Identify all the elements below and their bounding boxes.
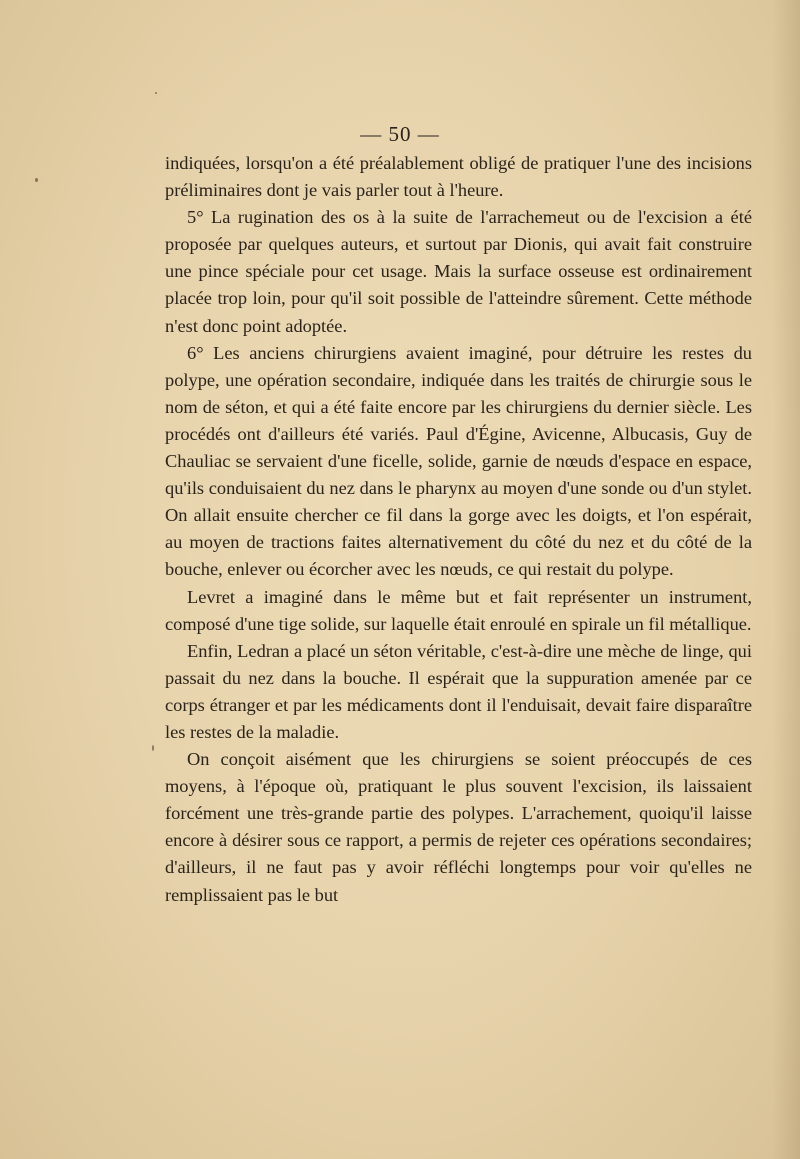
page-number: — 50 — [360, 122, 440, 146]
paragraph-levret: Levret a imaginé dans le même but et fait représenter un instrument, composé d'une tige solide, sur laquelle était enroulé en spirale un fil métallique. [165, 586, 752, 634]
paragraph-conclusion: On conçoit aisément que les chirurgiens se soient préoccupés de ces moyens, à l'époque où, pratiquant le plus souvent l'excision, ils laissaient forcément une très-grande partie des polypes. L'arrachement, quoiqu'il laisse encore à désirer sous ce rapport, a permis de rejeter ces opérations secondaires; d'ailleurs, il ne faut pas y avoir réfléchi longtemps pour voir qu'elles ne remplissaient pas le but [165, 749, 752, 905]
page-edge-shadow [772, 0, 800, 1159]
paragraph-rugination: 5° La rugination des os à la suite de l'arrachemeut ou de l'excision a été proposée par quelques auteurs, et surtout par Dionis, qui avait fait construire une pince spéciale pour cet usage. Mais la surface osseuse est ordinairement placée trop loin, pour qu'il soit possible de l'atteindre sûrement. Cette méthode n'est donc point adoptée. [165, 207, 752, 336]
paper-speck [35, 178, 38, 182]
paper-speck [152, 745, 154, 751]
paragraph-ledran: Enfin, Ledran a placé un séton véritable, c'est-à-dire une mèche de linge, qui passait du nez dans la bouche. Il espérait que la suppuration amenée par ce corps étranger et par les médicaments dont il l'enduisait, devait faire disparaître les restes de la maladie. [165, 640, 752, 742]
body-text [165, 150, 752, 909]
paragraph-seton: 6° Les anciens chirurgiens avaient imaginé, pour détruire les restes du polype, une opération secondaire, indiquée dans les traités de chirurgie sous le nom de séton, et qui a été faite encore par les chirurgiens du dernier siècle. Les procédés ont d'ailleurs été variés. Paul d'Égine, Avicenne, Albucasis, Guy de Chauliac se servaient d'une ficelle, solide, garnie de nœuds d'espace en espace, qu'ils conduisaient du nez dans le pharynx au moyen d'une sonde ou d'un stylet. On allait ensuite chercher ce fil dans la gorge avec les doigts, et l'on espérait, au moyen de tractions faites alternativement du côté du nez et du côté de la bouche, enlever ou écorcher avec les nœuds, ce qui restait du polype. [165, 342, 752, 580]
paragraph-continuation: indiquées, lorsqu'on a été préalablement obligé de pratiquer l'une des incisions préliminaires dont je vais parler tout à l'heure. [165, 153, 752, 201]
paper-speck [155, 92, 157, 94]
